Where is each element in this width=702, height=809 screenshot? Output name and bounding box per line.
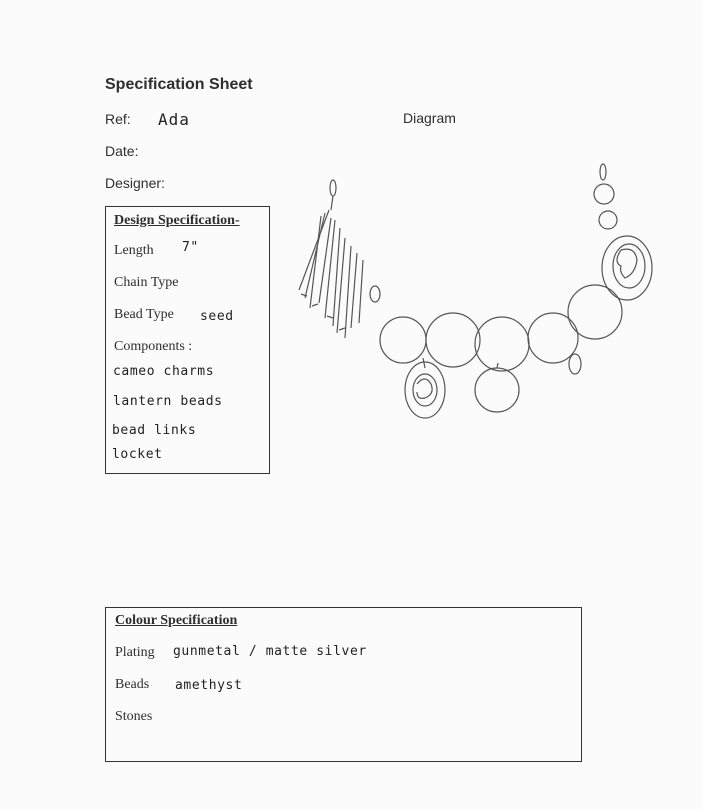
bead-circle — [568, 285, 622, 339]
ref-label: Ref: — [105, 111, 131, 127]
bead-circle — [380, 317, 426, 363]
component-item: bead links — [112, 423, 197, 438]
design-specification-box — [105, 206, 270, 474]
plating-value: gunmetal / matte silver — [173, 644, 367, 659]
length-value: 7" — [182, 240, 199, 255]
diagram-label: Diagram — [403, 110, 456, 126]
component-item: lantern beads — [113, 394, 223, 409]
chain-type-label: Chain Type — [114, 275, 179, 290]
plating-label: Plating — [115, 645, 155, 660]
left-clasp-ring — [330, 180, 336, 196]
page-title: Specification Sheet — [105, 76, 253, 93]
beads-label: Beads — [115, 677, 150, 692]
cameo-charm — [405, 362, 445, 418]
colour-specification-title: Colour Specification — [115, 613, 238, 628]
necklace-sketch — [285, 158, 665, 438]
stones-label: Stones — [115, 709, 153, 724]
component-item: locket — [112, 447, 163, 462]
bead-circle — [528, 313, 578, 363]
length-label: Length — [114, 243, 154, 258]
design-specification-title: Design Specification- — [114, 213, 240, 228]
bead-circle — [426, 313, 480, 367]
bead-type-label: Bead Type — [114, 307, 174, 322]
right-clasp-ring — [600, 164, 606, 180]
hanging-bead — [475, 368, 519, 412]
date-label: Date: — [105, 143, 139, 159]
designer-label: Designer: — [105, 175, 165, 191]
beads-value: amethyst — [175, 678, 243, 693]
components-label: Components : — [114, 339, 193, 354]
bead-type-value: seed — [200, 309, 234, 324]
ref-value: Ada — [158, 110, 190, 129]
colour-specification-box — [105, 607, 582, 762]
bead-circle — [475, 317, 529, 371]
component-item: cameo charms — [113, 364, 215, 379]
